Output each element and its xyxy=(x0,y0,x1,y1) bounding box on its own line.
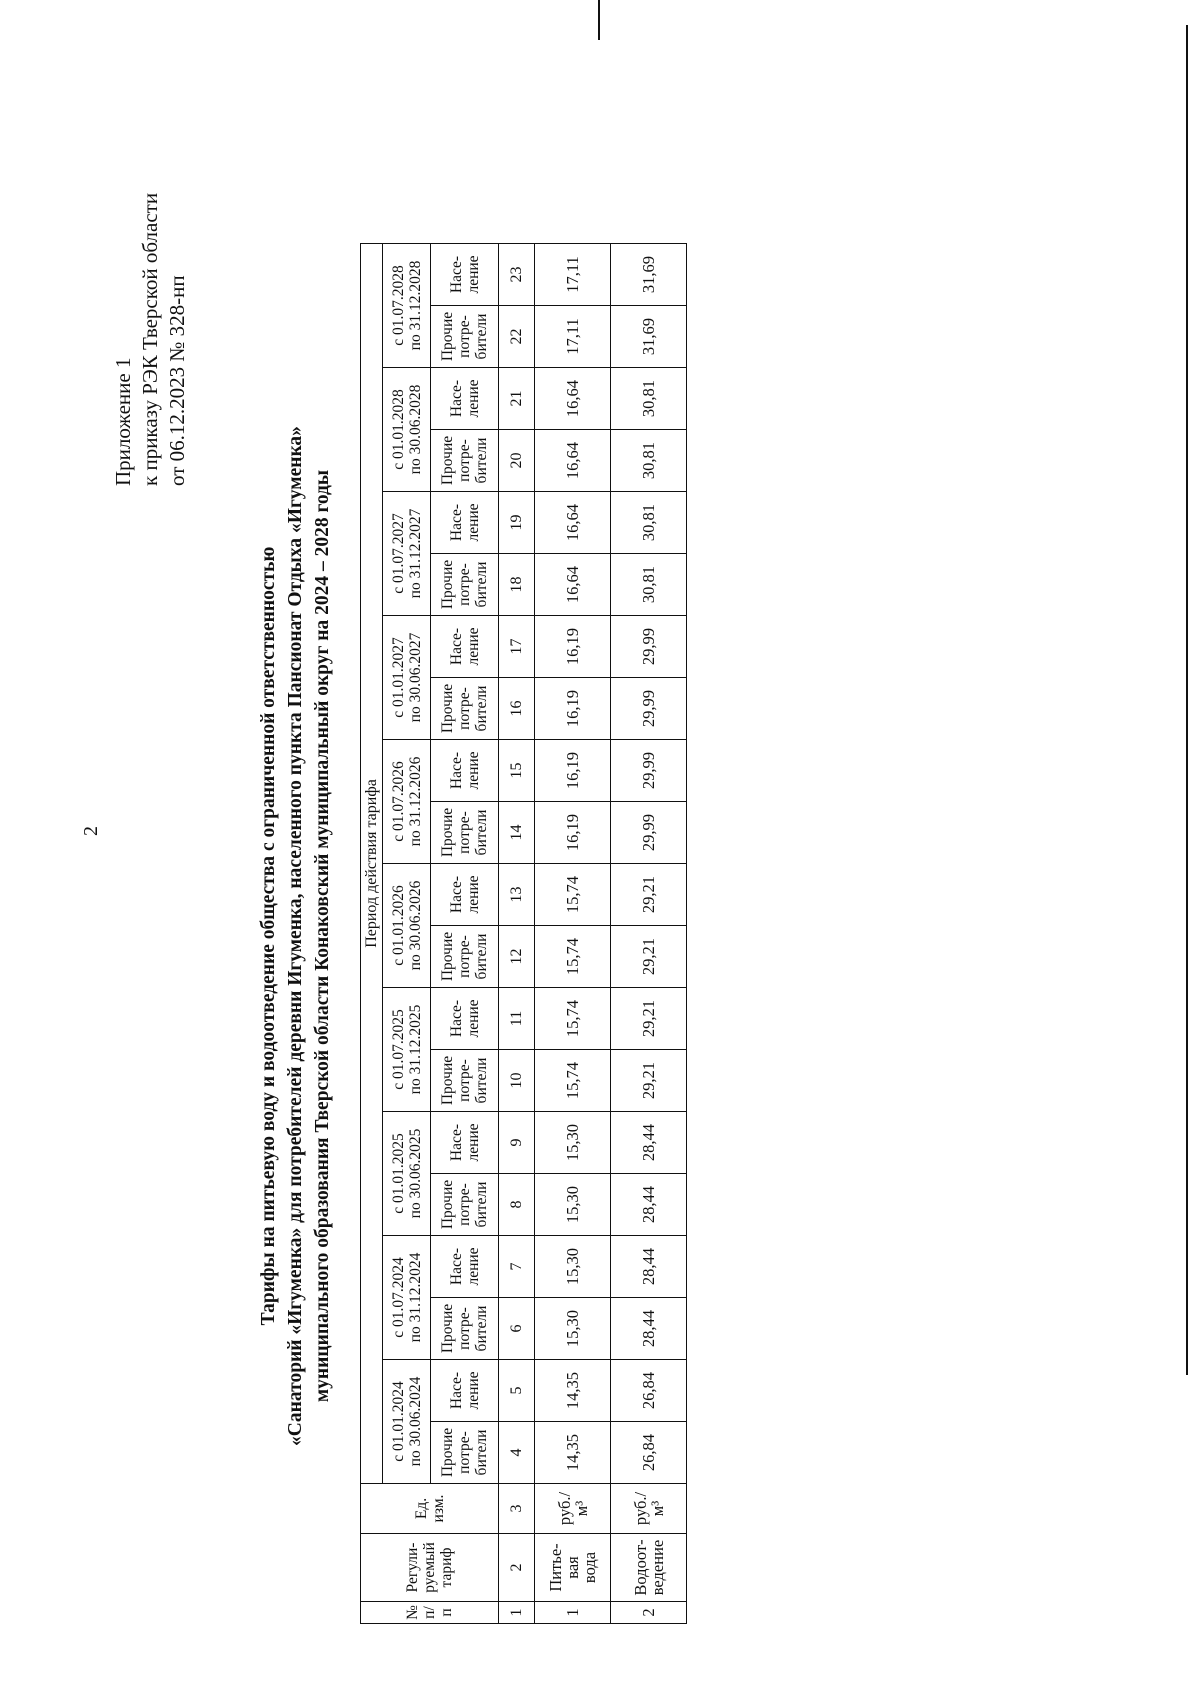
column-number-cell: 9 xyxy=(499,1112,535,1174)
column-number-cell: 11 xyxy=(499,988,535,1050)
header-period: Период действия тарифа xyxy=(361,244,383,1484)
tariff-value-cell: 16,64 xyxy=(535,368,611,430)
header-consumer-other: Прочие потре- бители xyxy=(431,1298,499,1360)
header-consumer-population: Насе- ление xyxy=(431,1112,499,1174)
tariff-value-cell: 28,44 xyxy=(611,1112,687,1174)
tariff-value-cell: 31,69 xyxy=(611,306,687,368)
column-number-cell: 20 xyxy=(499,430,535,492)
tariff-value-cell: 30,81 xyxy=(611,430,687,492)
tariff-value-cell: 28,44 xyxy=(611,1174,687,1236)
header-period-range: с 01.01.2024 по 30.06.2024 xyxy=(383,1360,431,1484)
header-consumer-population: Насе- ление xyxy=(431,616,499,678)
tariff-table xyxy=(360,243,687,1624)
appendix-block xyxy=(110,193,191,486)
appendix-line-1: Приложение 1 xyxy=(111,357,135,486)
header-period-range: с 01.07.2025 по 31.12.2025 xyxy=(383,988,431,1112)
tariff-value-cell: 26,84 xyxy=(611,1422,687,1484)
tariff-value-cell: 29,21 xyxy=(611,1050,687,1112)
row-number: 1 xyxy=(535,1602,611,1624)
row-tariff: Водоот- ведение xyxy=(611,1534,687,1602)
tariff-value-cell: 28,44 xyxy=(611,1236,687,1298)
column-number-cell: 13 xyxy=(499,864,535,926)
tariff-value-cell: 16,19 xyxy=(535,740,611,802)
tariff-value-cell: 29,99 xyxy=(611,616,687,678)
column-number-cell: 10 xyxy=(499,1050,535,1112)
tariff-value-cell: 28,44 xyxy=(611,1298,687,1360)
tariff-value-cell: 16,19 xyxy=(535,678,611,740)
column-number-cell: 22 xyxy=(499,306,535,368)
column-number-cell: 12 xyxy=(499,926,535,988)
title-line-2: «Санаторий «Игуменка» для потребителей деревни Игуменка, населенного пункта Пансионат Отдыха «Игуменка» xyxy=(285,426,306,1446)
row-unit: руб./ м³ xyxy=(535,1484,611,1534)
tariff-value-cell: 30,81 xyxy=(611,554,687,616)
title-line-3: муниципального образования Тверской области Конаковский муниципальный округ на 2024 – 2028 годы xyxy=(312,469,333,1403)
column-number-cell: 21 xyxy=(499,368,535,430)
header-period-range: с 01.07.2026 по 31.12.2026 xyxy=(383,740,431,864)
tariff-value-cell: 29,99 xyxy=(611,802,687,864)
header-no: № п/п xyxy=(361,1602,499,1624)
tariff-value-cell: 15,74 xyxy=(535,1050,611,1112)
header-consumer-population: Насе- ление xyxy=(431,368,499,430)
tariff-value-cell: 30,81 xyxy=(611,492,687,554)
header-consumer-population: Насе- ление xyxy=(431,988,499,1050)
header-consumer-population: Насе- ление xyxy=(431,244,499,306)
header-consumer-population: Насе- ление xyxy=(431,864,499,926)
header-consumer-other: Прочие потре- бители xyxy=(431,554,499,616)
header-consumer-other: Прочие потре- бители xyxy=(431,1422,499,1484)
row-unit: руб./ м³ xyxy=(611,1484,687,1534)
tariff-value-cell: 15,30 xyxy=(535,1174,611,1236)
tariff-value-cell: 15,74 xyxy=(535,988,611,1050)
header-period-range: с 01.07.2028 по 31.12.2028 xyxy=(383,244,431,368)
appendix-line-3: от 06.12.2023 № 328-нп xyxy=(165,275,189,486)
tariff-value-cell: 15,30 xyxy=(535,1236,611,1298)
row-number: 2 xyxy=(611,1602,687,1624)
tariff-value-cell: 29,21 xyxy=(611,988,687,1050)
tariff-value-cell: 29,99 xyxy=(611,740,687,802)
appendix-line-2: к приказу РЭК Тверской области xyxy=(138,192,162,486)
header-consumer-other: Прочие потре- бители xyxy=(431,306,499,368)
column-number-cell: 14 xyxy=(499,802,535,864)
column-number-cell: 3 xyxy=(499,1484,535,1534)
column-number-cell: 15 xyxy=(499,740,535,802)
column-number-cell: 18 xyxy=(499,554,535,616)
tariff-value-cell: 16,64 xyxy=(535,554,611,616)
header-unit: Ед. изм. xyxy=(361,1484,499,1534)
column-number-cell: 2 xyxy=(499,1534,535,1602)
column-number-cell: 8 xyxy=(499,1174,535,1236)
header-period-range: с 01.01.2025 по 30.06.2025 xyxy=(383,1112,431,1236)
tariff-value-cell: 14,35 xyxy=(535,1422,611,1484)
document-title xyxy=(255,336,336,1536)
column-number-cell: 7 xyxy=(499,1236,535,1298)
tariff-value-cell: 17,11 xyxy=(535,244,611,306)
column-number-cell: 16 xyxy=(499,678,535,740)
header-consumer-population: Насе- ление xyxy=(431,1360,499,1422)
tariff-value-cell: 29,21 xyxy=(611,926,687,988)
tariff-value-cell: 26,84 xyxy=(611,1360,687,1422)
tariff-value-cell: 16,64 xyxy=(535,492,611,554)
header-consumer-population: Насе- ление xyxy=(431,492,499,554)
tariff-value-cell: 29,99 xyxy=(611,678,687,740)
tariff-value-cell: 16,19 xyxy=(535,802,611,864)
tariff-value-cell: 15,74 xyxy=(535,926,611,988)
tariff-value-cell: 15,30 xyxy=(535,1112,611,1174)
tariff-value-cell: 30,81 xyxy=(611,368,687,430)
tariff-value-cell: 16,64 xyxy=(535,430,611,492)
tariff-value-cell: 31,69 xyxy=(611,244,687,306)
header-consumer-population: Насе- ление xyxy=(431,740,499,802)
column-number-cell: 19 xyxy=(499,492,535,554)
header-tariff: Регули- руемый тариф xyxy=(361,1534,499,1602)
column-number-cell: 23 xyxy=(499,244,535,306)
column-number-cell: 6 xyxy=(499,1298,535,1360)
page-number: 2 xyxy=(80,826,102,836)
tariff-value-cell: 29,21 xyxy=(611,864,687,926)
header-consumer-other: Прочие потре- бители xyxy=(431,926,499,988)
header-consumer-other: Прочие потре- бители xyxy=(431,678,499,740)
tariff-value-cell: 14,35 xyxy=(535,1360,611,1422)
column-number-cell: 17 xyxy=(499,616,535,678)
column-number-cell: 1 xyxy=(499,1602,535,1624)
header-consumer-other: Прочие потре- бители xyxy=(431,1050,499,1112)
tariff-value-cell: 15,74 xyxy=(535,864,611,926)
tariff-value-cell: 16,19 xyxy=(535,616,611,678)
tariff-value-cell: 15,30 xyxy=(535,1298,611,1360)
header-period-range: с 01.01.2028 по 30.06.2028 xyxy=(383,368,431,492)
header-consumer-population: Насе- ление xyxy=(431,1236,499,1298)
header-period-range: с 01.07.2024 по 31.12.2024 xyxy=(383,1236,431,1360)
header-period-range: с 01.01.2026 по 30.06.2026 xyxy=(383,864,431,988)
header-consumer-other: Прочие потре- бители xyxy=(431,802,499,864)
header-period-range: с 01.01.2027 по 30.06.2027 xyxy=(383,616,431,740)
header-consumer-other: Прочие потре- бители xyxy=(431,430,499,492)
tariff-value-cell: 17,11 xyxy=(535,306,611,368)
title-line-1: Тарифы на питьевую воду и водоотведение общества с ограниченной ответственностью xyxy=(258,546,279,1326)
header-period-range: с 01.07.2027 по 31.12.2027 xyxy=(383,492,431,616)
header-consumer-other: Прочие потре- бители xyxy=(431,1174,499,1236)
row-tariff: Питье- вая вода xyxy=(535,1534,611,1602)
column-number-cell: 4 xyxy=(499,1422,535,1484)
column-number-cell: 5 xyxy=(499,1360,535,1422)
